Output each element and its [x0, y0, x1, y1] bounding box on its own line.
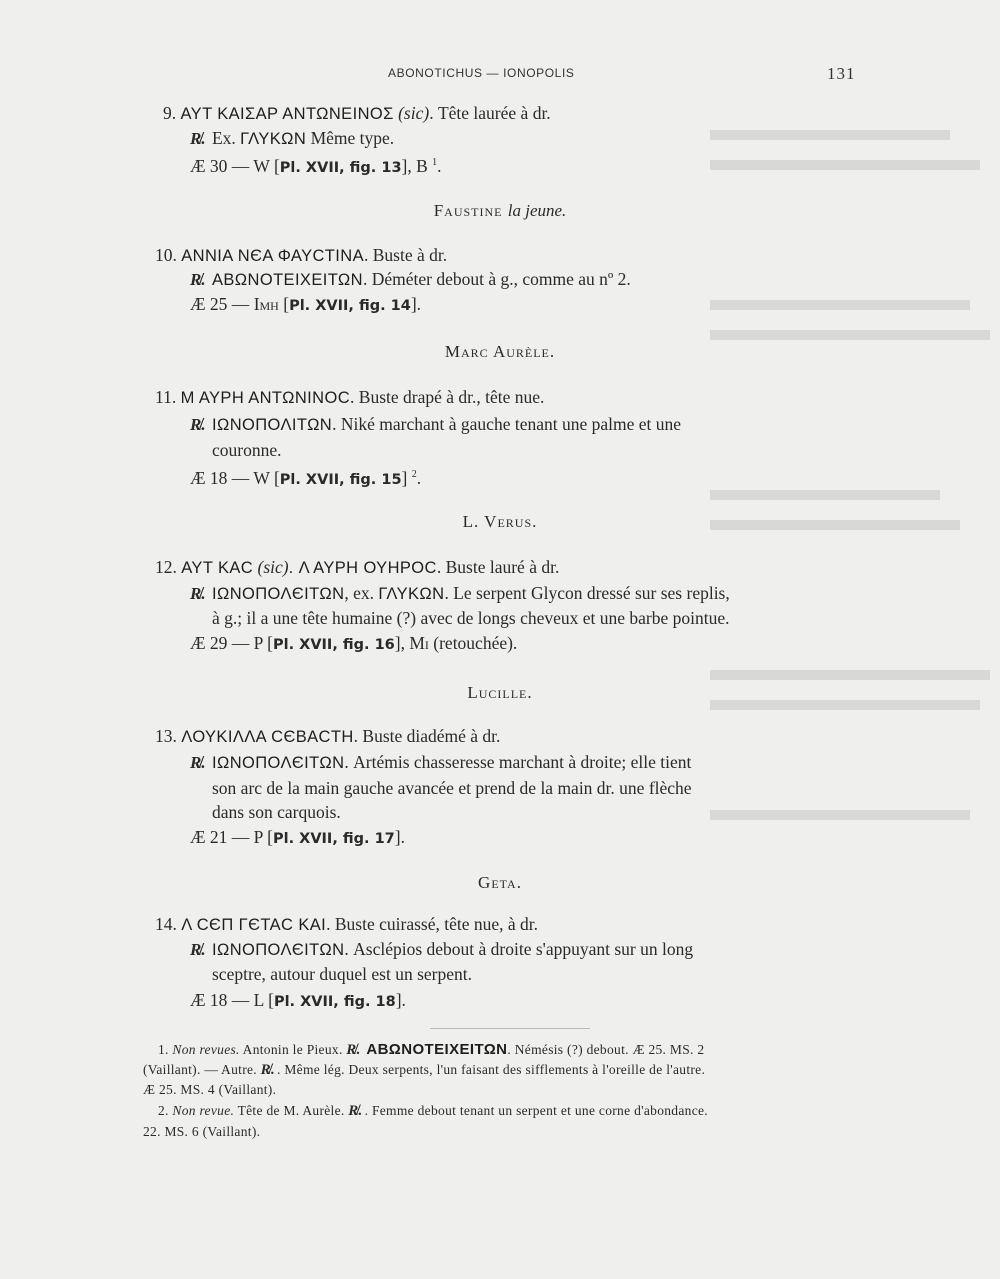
entry-number: 11. [155, 387, 177, 407]
reverse-legend: ΓΛΥΚΩΝ [240, 130, 307, 148]
obverse-description: . Buste à dr. [363, 245, 448, 265]
section-title: Lucille. [467, 683, 533, 702]
entry-number: 14. [155, 914, 177, 934]
reverse-legend: ΙΩΝΟΠΟΛЄΙΤΩΝ [211, 585, 345, 603]
ref-tail: ] [401, 467, 412, 488]
reverse-sign: R̸. [190, 270, 206, 289]
entry-13-reverse-cont-2: dans son carquois. [212, 802, 341, 822]
plate-ref: Pl. XVII, fig. 14 [289, 298, 411, 314]
entry-11-obverse [155, 386, 544, 409]
entry-11-reverse-cont: couronne. [212, 440, 282, 460]
entry-13-reverse [190, 751, 691, 774]
ref-tail: ]. [394, 827, 405, 847]
obverse-legend-2: . Λ ΑΥΡΗ ΟΥΗΡΟC [288, 559, 437, 577]
page-header [0, 66, 1000, 86]
entry-11-reverse [190, 413, 681, 436]
running-head: ABONOTICHUS — IONOPOLIS [388, 66, 575, 80]
entry-14-reverse-cont: sceptre, autour duquel est un serpent. [212, 964, 472, 984]
entry-13-reverse-cont: son arc de la main gauche avancée et prend de la main dr. une flèche [212, 778, 692, 798]
entry-13-obverse [155, 725, 500, 748]
footnote-rule [430, 1028, 590, 1029]
reverse-legend: ΙΩΝΟΠΟΛЄΙΤΩΝ [211, 754, 345, 772]
obverse-legend: ΑΥΤ ΚΑC [181, 559, 254, 577]
ref-tail: ]. [410, 294, 422, 314]
ref-tail: . [416, 467, 422, 488]
footnote-1-line-3: Æ 25. MS. 4 (Vaillant). [143, 1082, 277, 1097]
collection-source: Imh [253, 294, 279, 314]
entry-11-metrics [190, 464, 421, 491]
reverse-sign: R̸. [260, 1062, 276, 1078]
obverse-legend: ΑΝΝΙΑ ΝЄΑ ΦΑΥCΤΙΝΑ [181, 247, 364, 265]
entry-14-obverse [155, 913, 538, 936]
reverse-sign: R̸. [190, 753, 206, 772]
bleed-through-shadow [700, 110, 990, 890]
footnote-mark: 1 [432, 157, 438, 168]
footnote-text: . Même lég. Deux serpents, l'un faisant des sifflements à l'oreille de l'autre. [277, 1062, 706, 1077]
obverse-legend: ΛΟΥΚΙΛΛΑ CЄΒΑCΤΗ [181, 728, 354, 746]
collection-ref: ], B [401, 155, 433, 176]
entry-number: 9. [163, 103, 177, 123]
section-l-verus [0, 512, 1000, 532]
footnote-label: Non revues. [172, 1042, 240, 1057]
section-geta [0, 873, 1000, 893]
entry-12-obverse [155, 556, 559, 579]
obverse-legend: Λ CЄΠ ΓЄΤΑC ΚΑΙ [181, 916, 327, 934]
obverse-description: . Buste lauré à dr. [436, 557, 560, 577]
metal-size: Æ 29 — P [ [190, 633, 273, 653]
exergue-prefix: , ex. [344, 583, 379, 603]
plate-ref: Pl. XVII, fig. 13 [279, 159, 402, 176]
entry-10-obverse [155, 244, 447, 267]
footnote-2 [158, 1103, 708, 1120]
entry-10-metrics [190, 293, 421, 317]
footnote-number: 1. [158, 1042, 169, 1057]
footnote-text: . Femme debout tenant un serpent et une corne d'abondance. [364, 1103, 708, 1118]
entry-14-metrics [190, 989, 406, 1013]
metal-size: Æ 18 — L [ [190, 990, 274, 1010]
reverse-sign: R̸. [190, 129, 206, 148]
reverse-legend: ΑΒΩΝΟΤΕΙΧΕΙΤΩΝ [211, 271, 363, 289]
entry-13-metrics [190, 826, 405, 850]
footnote-2-line-2: 22. MS. 6 (Vaillant). [143, 1124, 261, 1139]
ref-tail: (retouchée). [428, 633, 518, 653]
obverse-description: . Buste diadémé à dr. [353, 726, 501, 746]
entry-12-reverse [190, 582, 730, 605]
section-title: Marc Aurèle. [444, 342, 556, 361]
footnote-text: . Némésis (?) debout. Æ 25. MS. 2 [507, 1042, 705, 1057]
section-title: L. Verus. [462, 512, 538, 531]
reverse-description: . Niké marchant à gauche tenant une palme et une [332, 414, 682, 434]
reverse-legend: ΙΩΝΟΠΟΛЄΙΤΩΝ [211, 941, 345, 959]
metal-size: Æ 18 — W [ [190, 467, 280, 488]
reverse-legend: ΙΩΝΟΠΟΛΙΤΩΝ [211, 416, 333, 434]
reverse-description: . Déméter debout à g., comme au nº 2. [362, 269, 631, 289]
plate-ref: Pl. XVII, fig. 18 [273, 994, 396, 1010]
entry-9-reverse [190, 127, 394, 150]
reverse-description: Même type. [306, 128, 395, 148]
footnote-number: 2. [158, 1103, 169, 1118]
page-number: 131 [827, 64, 856, 83]
reverse-sign: R̸. [190, 584, 206, 603]
footnote-1 [158, 1041, 704, 1059]
plate-ref: Pl. XVII, fig. 15 [279, 471, 402, 488]
metal-size: Æ 21 — P [ [190, 827, 273, 847]
collection-source: Mi [409, 633, 429, 653]
reverse-legend-2: ΓΛΥΚΩΝ [378, 585, 445, 603]
section-subtitle: la jeune. [507, 201, 567, 220]
footnote-text: Tête de M. Aurèle. [234, 1103, 349, 1118]
obverse-description: . Tête laurée à dr. [429, 103, 551, 123]
obverse-description: . Buste drapé à dr., tête nue. [350, 387, 545, 407]
footnote-label: Non revue. [172, 1103, 235, 1118]
reverse-description: . Artémis chasseresse marchant à droite; elle tient [344, 752, 692, 772]
reverse-sign: R̸. [190, 415, 206, 434]
ref-tail: ]. [395, 990, 406, 1010]
footnote-legend: ΑΒΩΝΟΤΕΙΧΕΙΤΩΝ [366, 1041, 508, 1058]
footnote-text: Antonin le Pieux. [239, 1042, 347, 1057]
section-lucille [0, 683, 1000, 703]
section-marc-aurele [0, 342, 1000, 362]
section-title: Faustine [433, 201, 503, 220]
plate-ref: Pl. XVII, fig. 16 [272, 637, 395, 653]
bracket: [ [278, 294, 290, 314]
entry-14-reverse [190, 938, 693, 961]
section-title: Geta. [478, 873, 522, 892]
sic-note: (sic) [257, 557, 289, 577]
obverse-legend: ΑΥΤ ΚΑΙΣΑΡ ΑΝΤΩΝΕΙΝΟΣ [180, 105, 394, 123]
section-faustine [0, 201, 1000, 221]
footnote-text: (Vaillant). — Autre. [143, 1062, 261, 1077]
entry-number: 10. [155, 245, 177, 265]
reverse-sign: R̸. [190, 940, 206, 959]
footnote-1-line-2 [143, 1062, 705, 1079]
entry-12-reverse-cont: à g.; il a une tête humaine (?) avec de longs cheveux et une barbe pointue. [212, 608, 730, 628]
entry-9-metrics [190, 152, 442, 179]
entry-9-obverse [163, 102, 551, 125]
obverse-legend: Μ ΑΥΡΗ ΑΝΤΩΝΙΝΟC [180, 389, 351, 407]
ref-tail: . [437, 155, 442, 176]
ref-tail: ], [394, 633, 410, 653]
reverse-description: . Asclépios debout à droite s'appuyant sur un long [344, 939, 694, 959]
footnote-mark: 2 [411, 469, 417, 480]
exergue-prefix: Ex. [211, 128, 236, 148]
entry-10-reverse [190, 268, 631, 291]
reverse-sign: R̸. [346, 1042, 361, 1058]
reverse-sign: R̸. [348, 1103, 363, 1119]
obverse-description: . Buste cuirassé, tête nue, à dr. [326, 914, 539, 934]
plate-ref: Pl. XVII, fig. 17 [272, 831, 395, 847]
entry-number: 13. [155, 726, 177, 746]
sic-note: (sic) [398, 103, 430, 123]
metal-size: Æ 25 — [190, 294, 254, 314]
entry-number: 12. [155, 557, 177, 577]
metal-size: Æ 30 — W [ [190, 155, 280, 176]
entry-12-metrics [190, 632, 517, 656]
reverse-description: . Le serpent Glycon dressé sur ses replis, [444, 583, 730, 603]
